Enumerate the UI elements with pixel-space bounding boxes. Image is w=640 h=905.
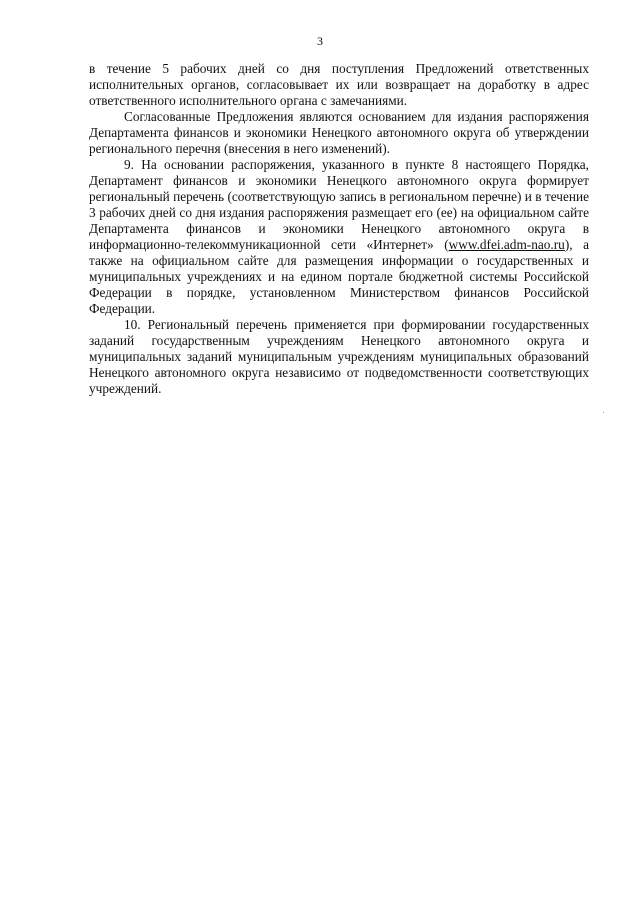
- page-number: 3: [317, 34, 323, 48]
- document-body: [89, 61, 589, 397]
- paragraph-9: [89, 157, 589, 317]
- paragraph-10: 10. Региональный перечень применяется при формировании государственных заданий государственным учреждениям Ненецкого автономного округа и муниципальных заданий муниципальным учреждениям муниципальных образований Ненецкого автономного округа независимо от подведомственности соответствующих учреждений.: [89, 317, 589, 396]
- paragraph-9-text-start: 9. На основании распоряжения, указанного в пункте 8 настоящего Порядка, Департамент финансов и экономики Ненецкого автономного округа формирует региональный перечень (соответствующую запись в региональном перечне) и в течение 3 рабочих дней со дня издания распоряжения размещает его (ее) на официальном сайте Департамента финансов и экономики Ненецкого автономного округа в информационно-телекоммуникационной сети «Интернет» (: [89, 157, 589, 252]
- website-link[interactable]: www.dfei.adm-nao.ru: [448, 237, 565, 252]
- paragraph-9-text-end: ), а также на официальном сайте для размещения информации о государственных и муниципальных учреждениях и на едином портале бюджетной системы Российской Федерации в порядке, установленном Министерством финансов Российской Федерации.: [89, 237, 589, 316]
- paragraph-2: Согласованные Предложения являются основанием для издания распоряжения Департамента финансов и экономики Ненецкого автономного округа об утверждении регионального перечня (внесения в него изменений).: [89, 109, 589, 156]
- paragraph-1: в течение 5 рабочих дней со дня поступления Предложений ответственных исполнительных органов, согласовывает их или возвращает на доработку в адрес ответственного исполнительного органа с замечаниями.: [89, 61, 589, 108]
- scan-speck: [603, 412, 604, 413]
